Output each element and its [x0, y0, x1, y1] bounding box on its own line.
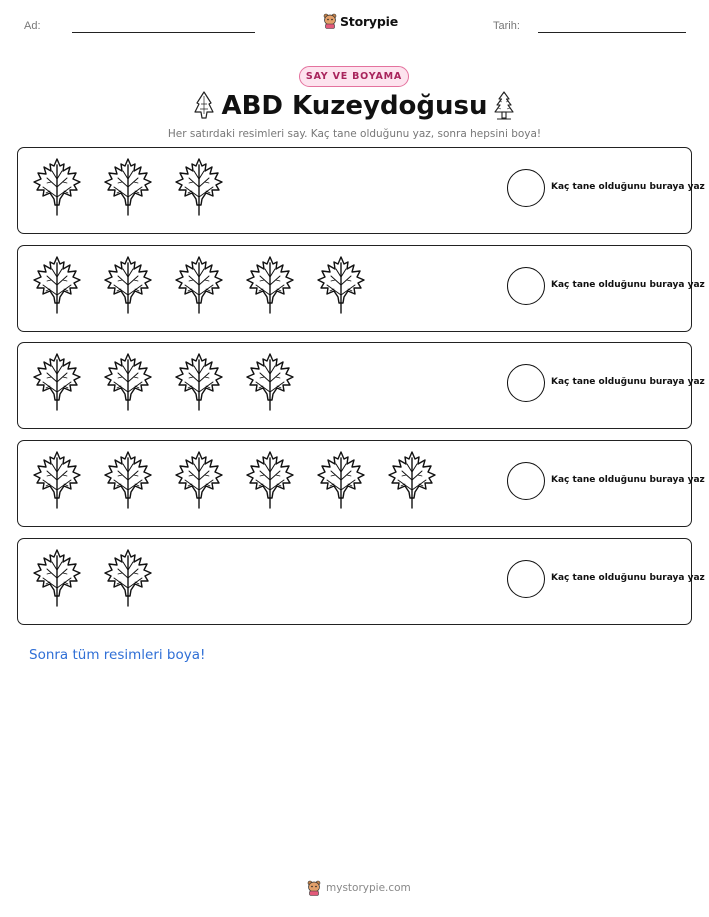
pine-tree-icon [491, 90, 517, 122]
counting-row-1 [17, 147, 705, 234]
counting-row-5 [17, 538, 705, 625]
storypie-mascot-icon [307, 880, 321, 896]
maple-leaf-icon [101, 450, 155, 512]
maple-leaf-icon [314, 450, 368, 512]
maple-leaf-icon [172, 450, 226, 512]
maple-leaf-icon [172, 255, 226, 317]
maple-leaf-icon [101, 548, 155, 610]
maple-leaf-icon [172, 352, 226, 414]
maple-leaf-icon [385, 450, 439, 512]
answer-circle[interactable] [507, 169, 545, 207]
storypie-logo [323, 13, 398, 29]
name-line [72, 32, 255, 33]
answer-circle[interactable] [507, 560, 545, 598]
answer-label: Kaç tane olduğunu buraya yaz [551, 182, 705, 192]
maple-leaf-icon [243, 255, 297, 317]
activity-badge: SAY VE BOYAMA [299, 66, 409, 87]
date-line [538, 32, 686, 33]
answer-label: Kaç tane olduğunu buraya yaz [551, 377, 705, 387]
coloring-instruction: Sonra tüm resimleri boya! [29, 647, 206, 663]
answer-circle[interactable] [507, 364, 545, 402]
leaf-group [30, 450, 439, 512]
answer-label: Kaç tane olduğunu buraya yaz [551, 573, 705, 583]
logo-text: Storypie [340, 13, 398, 29]
counting-row-3 [17, 342, 705, 429]
maple-leaf-icon [30, 450, 84, 512]
maple-leaf-icon [101, 255, 155, 317]
footer [307, 880, 411, 896]
name-label: Ad: [24, 20, 41, 32]
footer-url: mystorypie.com [326, 882, 411, 894]
maple-leaf-icon [30, 548, 84, 610]
answer-label: Kaç tane olduğunu buraya yaz [551, 475, 705, 485]
storypie-mascot-icon [323, 13, 337, 29]
maple-leaf-icon [243, 352, 297, 414]
page-title: ABD Kuzeydoğusu [221, 91, 488, 121]
maple-leaf-icon [243, 450, 297, 512]
leaf-group [30, 548, 155, 610]
counting-row-2 [17, 245, 705, 332]
answer-label: Kaç tane olduğunu buraya yaz [551, 280, 705, 290]
instructions: Her satırdaki resimleri say. Kaç tane olduğunu yaz, sonra hepsini boya! [167, 128, 542, 140]
maple-leaf-icon [172, 157, 226, 219]
answer-circle[interactable] [507, 462, 545, 500]
maple-leaf-icon [30, 352, 84, 414]
maple-leaf-icon [30, 157, 84, 219]
leaf-group [30, 255, 368, 317]
leaf-group [30, 352, 297, 414]
maple-leaf-icon [314, 255, 368, 317]
maple-leaf-icon [101, 352, 155, 414]
answer-circle[interactable] [507, 267, 545, 305]
maple-leaf-icon [101, 157, 155, 219]
counting-row-4 [17, 440, 705, 527]
leaf-group [30, 157, 226, 219]
maple-leaf-icon [30, 255, 84, 317]
date-label: Tarih: [493, 20, 520, 32]
